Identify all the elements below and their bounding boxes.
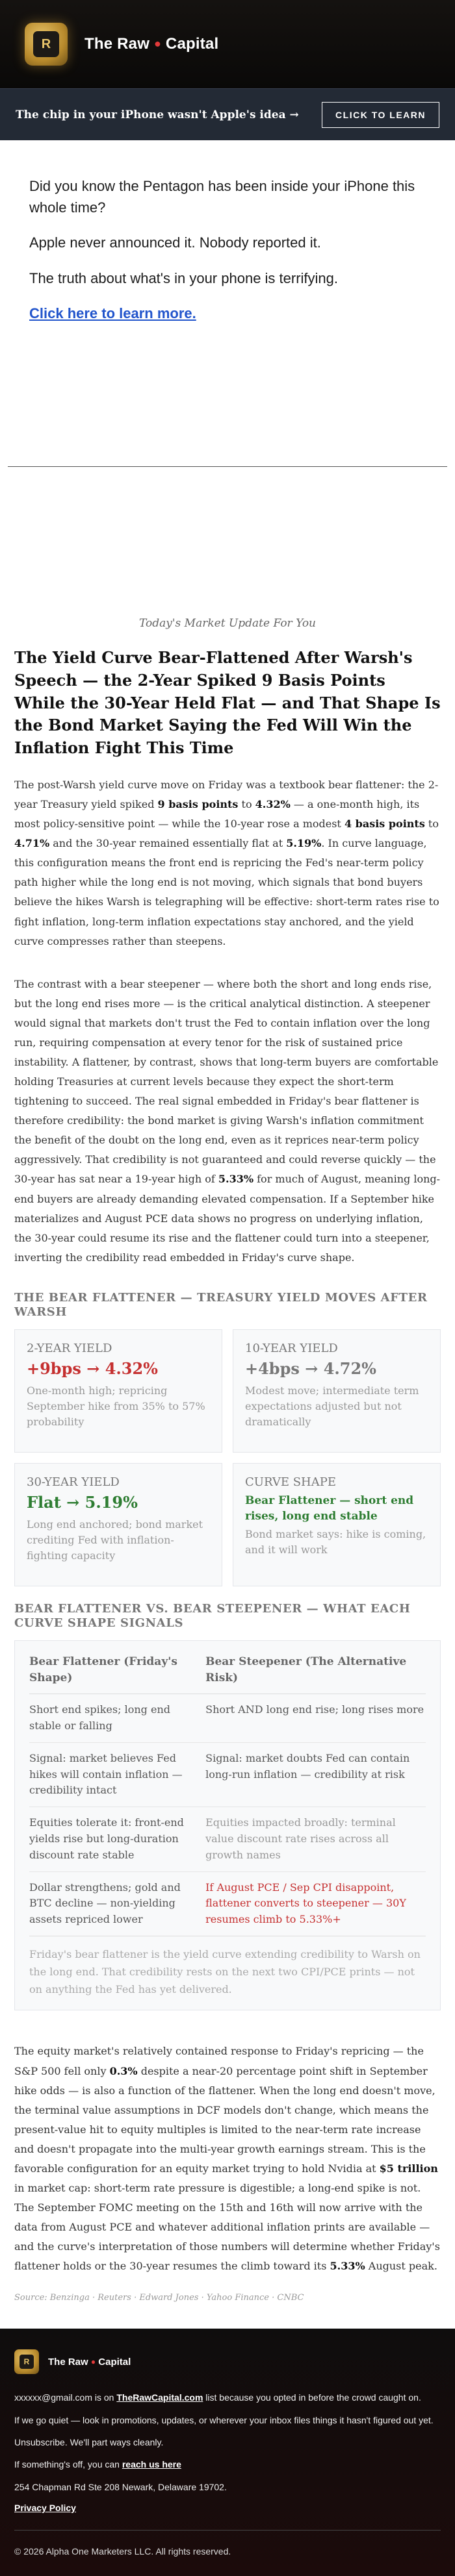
sources-line: Source: Benzinga · Reuters · Edward Jones · Yahoo Finance · CNBC	[14, 2293, 304, 2303]
footer-logo[interactable]	[14, 2349, 39, 2374]
table-cell: Dollar strengthens; gold and BTC decline — non-yielding assets repriced lower	[29, 1881, 181, 1926]
email-header	[0, 0, 455, 88]
table-cell: If August PCE / Sep CPI disappoint, flattener converts to steepener — 30Y resumes climb to 5.33%+	[205, 1881, 406, 1926]
comparison-heading: BEAR FLATTENER VS. BEAR STEEPENER — WHAT EACH CURVE SHAPE SIGNALS	[14, 1601, 411, 1631]
comparison-footnote: Friday's bear flattener is the yield curve extending credibility to Warsh on the long end. That credibility rests on the next two CPI/PCE prints — not on anything the Fed has yet delivered.	[29, 1947, 421, 1996]
card-value: Flat → 5.19%	[27, 1492, 138, 1512]
footer-brand-name	[48, 2357, 131, 2368]
footer-divider	[14, 2530, 441, 2531]
ad-section	[0, 140, 455, 608]
yield-moves-heading: THE BEAR FLATTENER — TREASURY YIELD MOVES AFTER WARSH	[14, 1290, 428, 1319]
privacy-policy-link[interactable]: Privacy Policy	[14, 2502, 76, 2513]
table-cell: Equities impacted broadly: terminal value discount rate rises across all growth names	[205, 1816, 396, 1861]
ad-paragraph-1: Did you know the Pentagon has been inside your iPhone this whole time?	[29, 178, 415, 216]
article-paragraph-2: The contrast with a bear steepener — where both the short and long ends rise, but the long end rises more — is the critical analytical distinction. A steepener would signal that markets don't trust the Fed to contain inflation over the long run, requiring compensation at every tenor for the risk of sustained price instability. A flattener, by contrast, shows that long-term buyers are comfortable holding Treasuries at current levels because they expect the short-term tightening to succeed. The real signal embedded in Friday's bear flattener is therefore credibility: the bond market is giving Warsh's inflation commitment the benefit of the doubt on the long end, even as it reprices near-term policy aggressively. That credibility is not guaranteed and could reverse quickly — the 30-year has sat near a 19-year high of 5.33% for much of August, meaning long-end buyers are already demanding elevated compensation. If a September hike materializes and August PCE data shows no progress on underlying inflation, the 30-year could resume its rise and the flattener could turn into a steepener, inverting the credibility read embedded in Friday's curve shape.	[14, 977, 441, 1264]
footer-inbox-note: If we go quiet — look in promotions, updates, or wherever your inbox files things it hasn't figured out yet.	[14, 2414, 434, 2425]
card-note: Long end anchored; bond market crediting Fed with inflation-fighting capacity	[27, 1518, 203, 1562]
footer-contact-note: If something's off, you can reach us here	[14, 2459, 181, 2470]
learn-more-link[interactable]: Click here to learn more.	[29, 305, 196, 322]
card-label: CURVE SHAPE	[245, 1475, 336, 1489]
footer-brand-dot-icon: ●	[90, 2357, 96, 2366]
card-note: Modest move; intermediate term expectations adjusted but not dramatically	[245, 1384, 419, 1428]
card-label: 10-YEAR YIELD	[245, 1341, 338, 1355]
table-row	[29, 1872, 426, 1936]
comparison-table	[14, 1640, 441, 2011]
footer-brand-part1: The Raw	[48, 2356, 88, 2368]
footer-logo-letter: R	[20, 2355, 34, 2369]
table-cell: Equities tolerate it: front-end yields rise but long-duration discount rate stable	[29, 1816, 184, 1861]
brand-name-part1: The Raw	[84, 35, 150, 53]
ad-paragraph-2: Apple never announced it. Nobody reported it.	[29, 234, 321, 251]
click-to-learn-button[interactable]: CLICK TO LEARN	[322, 102, 439, 128]
table-cell: Short AND long end rise; long rises more	[205, 1703, 424, 1716]
email-footer	[0, 2329, 455, 2575]
footer-brand	[14, 2349, 441, 2374]
card-label: 30-YEAR YIELD	[27, 1475, 120, 1489]
article-paragraph-3: The equity market's relatively contained response to Friday's repricing — the S&P 500 fell only 0.3% despite a near-20 percentage point shift in September hike odds — is also a function of the flattener. When the long end doesn't move, the terminal value assumptions in DCF models don't change, which means the present-value hit to equity multiples is limited to the near-term rate increase and doesn't propagate into the multi-year growth earnings stream. This is the favorable configuration for an equity market trying to hold Nvidia at $5 trillion in market cap: short-term rate pressure is digestible; a long-end spike is not. The September FOMC meeting on the 15th and 16th will now arrive with the data from August PCE and whatever additional inflation prints are available — and the curve's interpretation of those numbers will determine whether Friday's flattener holds or the 30-year resumes the climb toward its 5.33% August peak.	[14, 2045, 440, 2273]
footer-brand-part2: Capital	[98, 2356, 131, 2368]
table-cell: Signal: market doubts Fed can contain long-run inflation — credibility at risk	[205, 1751, 410, 1781]
card-2-year-yield	[14, 1329, 222, 1453]
column-header-steepener: Bear Steepener (The Alternative Risk)	[205, 1655, 407, 1684]
card-label: 2-YEAR YIELD	[27, 1341, 112, 1355]
table-row	[29, 1743, 426, 1807]
brand-dot-icon: ●	[153, 37, 162, 50]
card-note: One-month high; repricing September hike from 35% to 57% probability	[27, 1384, 205, 1428]
card-value: +9bps → 4.32%	[27, 1358, 158, 1378]
card-value: Bear Flattener — short end rises, long end stable	[245, 1494, 414, 1523]
table-cell: Signal: market believes Fed hikes will contain inflation — credibility intact	[29, 1751, 183, 1797]
card-note: Bond market says: hike is coming, and it will work	[245, 1528, 426, 1557]
logo-letter: R	[33, 31, 59, 57]
section-divider	[8, 466, 447, 467]
yield-cards	[14, 1329, 441, 1586]
promo-banner[interactable]	[0, 88, 455, 140]
brand-logo[interactable]	[25, 23, 68, 66]
article-headline: The Yield Curve Bear-Flattened After Warsh's Speech — the 2-Year Spiked 9 Basis Points While the 30-Year Held Flat — and That Shape Is the Bond Market Saying the Fed Will Win the Inflation Fight This Time	[14, 648, 441, 758]
article	[0, 617, 455, 2303]
article-paragraph-1: The post-Warsh yield curve move on Friday was a textbook bear flattener: the 2-year Treasury yield spiked 9 basis points to 4.32% — a one-month high, its most policy-sensitive point — while the 10-year rose a modest 4 basis points to 4.71% and the 30-year remained essentially flat at 5.19%. In curve language, this configuration means the front end is repricing the Fed's near-term policy path higher while the long end is not moving, which signals that bond buyers believe the hikes Warsh is telegraphing will be effective: short-term rates rise to fight inflation, long-term inflation expectations stay anchored, and the yield curve compresses rather than steepens.	[14, 778, 439, 947]
table-cell: Short end spikes; long end stable or falling	[29, 1703, 170, 1732]
comparison-header-row	[29, 1654, 426, 1694]
table-row	[29, 1694, 426, 1743]
promo-banner-text[interactable]: The chip in your iPhone wasn't Apple's idea →	[16, 108, 299, 121]
brand-name-part2: Capital	[165, 35, 219, 53]
market-update-title: Today's Market Update For You	[138, 617, 317, 630]
card-curve-shape	[233, 1463, 441, 1586]
footer-address: 254 Chapman Rd Ste 208 Newark, Delaware 19702.	[14, 2481, 227, 2492]
reach-us-link[interactable]: reach us here	[122, 2459, 181, 2470]
brand-name	[84, 35, 218, 53]
card-30-year-yield	[14, 1463, 222, 1586]
card-10-year-yield	[233, 1329, 441, 1453]
unsubscribe-link[interactable]: Unsubscribe. We'll part ways cleanly.	[14, 2437, 164, 2447]
card-value: +4bps → 4.72%	[245, 1358, 376, 1378]
footer-copyright: © 2026 Alpha One Marketers LLC. All rights reserved.	[14, 2545, 231, 2557]
footer-subscription-note: xxxxxx@gmail.com is on TheRawCapital.com list because you opted in before the crowd caught on.	[14, 2392, 421, 2403]
site-link[interactable]: TheRawCapital.com	[116, 2392, 203, 2403]
column-header-flattener: Bear Flattener (Friday's Shape)	[29, 1655, 177, 1684]
table-row	[29, 1807, 426, 1871]
ad-paragraph-3: The truth about what's in your phone is terrifying.	[29, 269, 339, 286]
